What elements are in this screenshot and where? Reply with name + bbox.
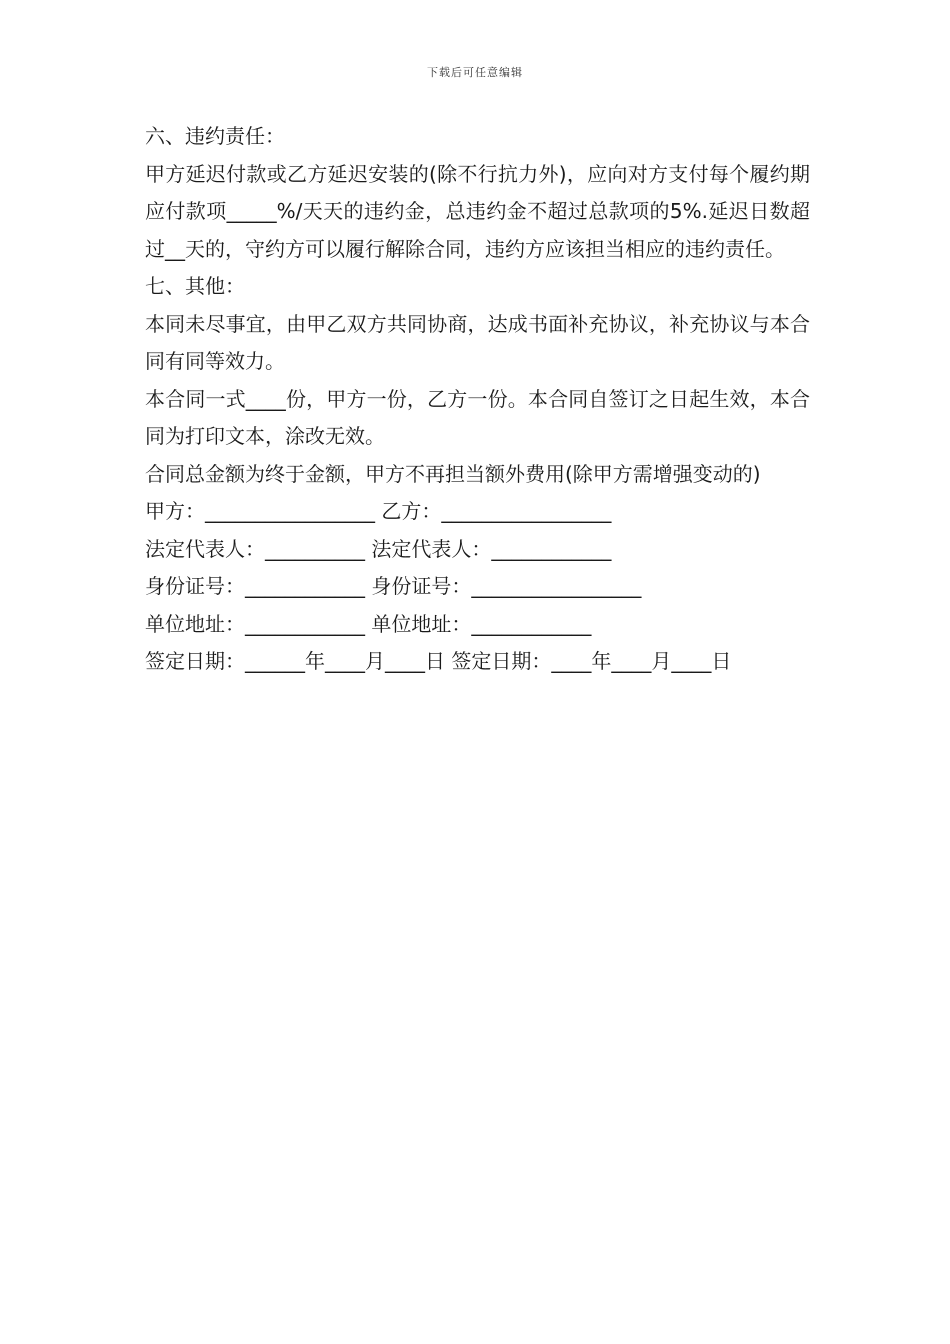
section-other-paragraph-2: 本合同一式____份，甲方一份，乙方一份。本合同自签订之日起生效，本合同为打印文本，涂改无效。 (145, 386, 810, 448)
signature-address-line: 单位地址：____________ 单位地址：____________ (145, 611, 592, 636)
section-breach-title: 六、违约责任： (145, 124, 285, 148)
signature-date-line: 签定日期：______年____月____日 签定日期：____年____月____日 (145, 649, 732, 673)
contract-body (145, 118, 810, 681)
section-other-paragraph-3: 合同总金额为终于金额，甲方不再担当额外费用(除甲方需增强变动的) (145, 461, 761, 486)
section-breach-body: 甲方延迟付款或乙方延迟安装的(除不行抗力外)，应向对方支付每个履约期应付款项_____%/天天的违约金，总违约金不超过总款项的5%.延迟日数超过__天的，守约方可以履行解除合同，违约方应该担当相应的违约责任。 (145, 161, 810, 261)
signature-representative-line: 法定代表人：__________ 法定代表人：____________ (145, 536, 612, 561)
section-other-title: 七、其他： (145, 274, 245, 298)
section-other-paragraph-1: 本同未尽事宜，由甲乙双方共同协商，达成书面补充协议，补充协议与本合同有同等效力。 (145, 311, 810, 373)
page-header-note: 下载后可任意编辑 (427, 66, 523, 79)
signature-party-line: 甲方：_________________ 乙方：_________________ (145, 499, 612, 523)
signature-id-number-line: 身份证号：____________ 身份证号：_________________ (145, 574, 642, 598)
